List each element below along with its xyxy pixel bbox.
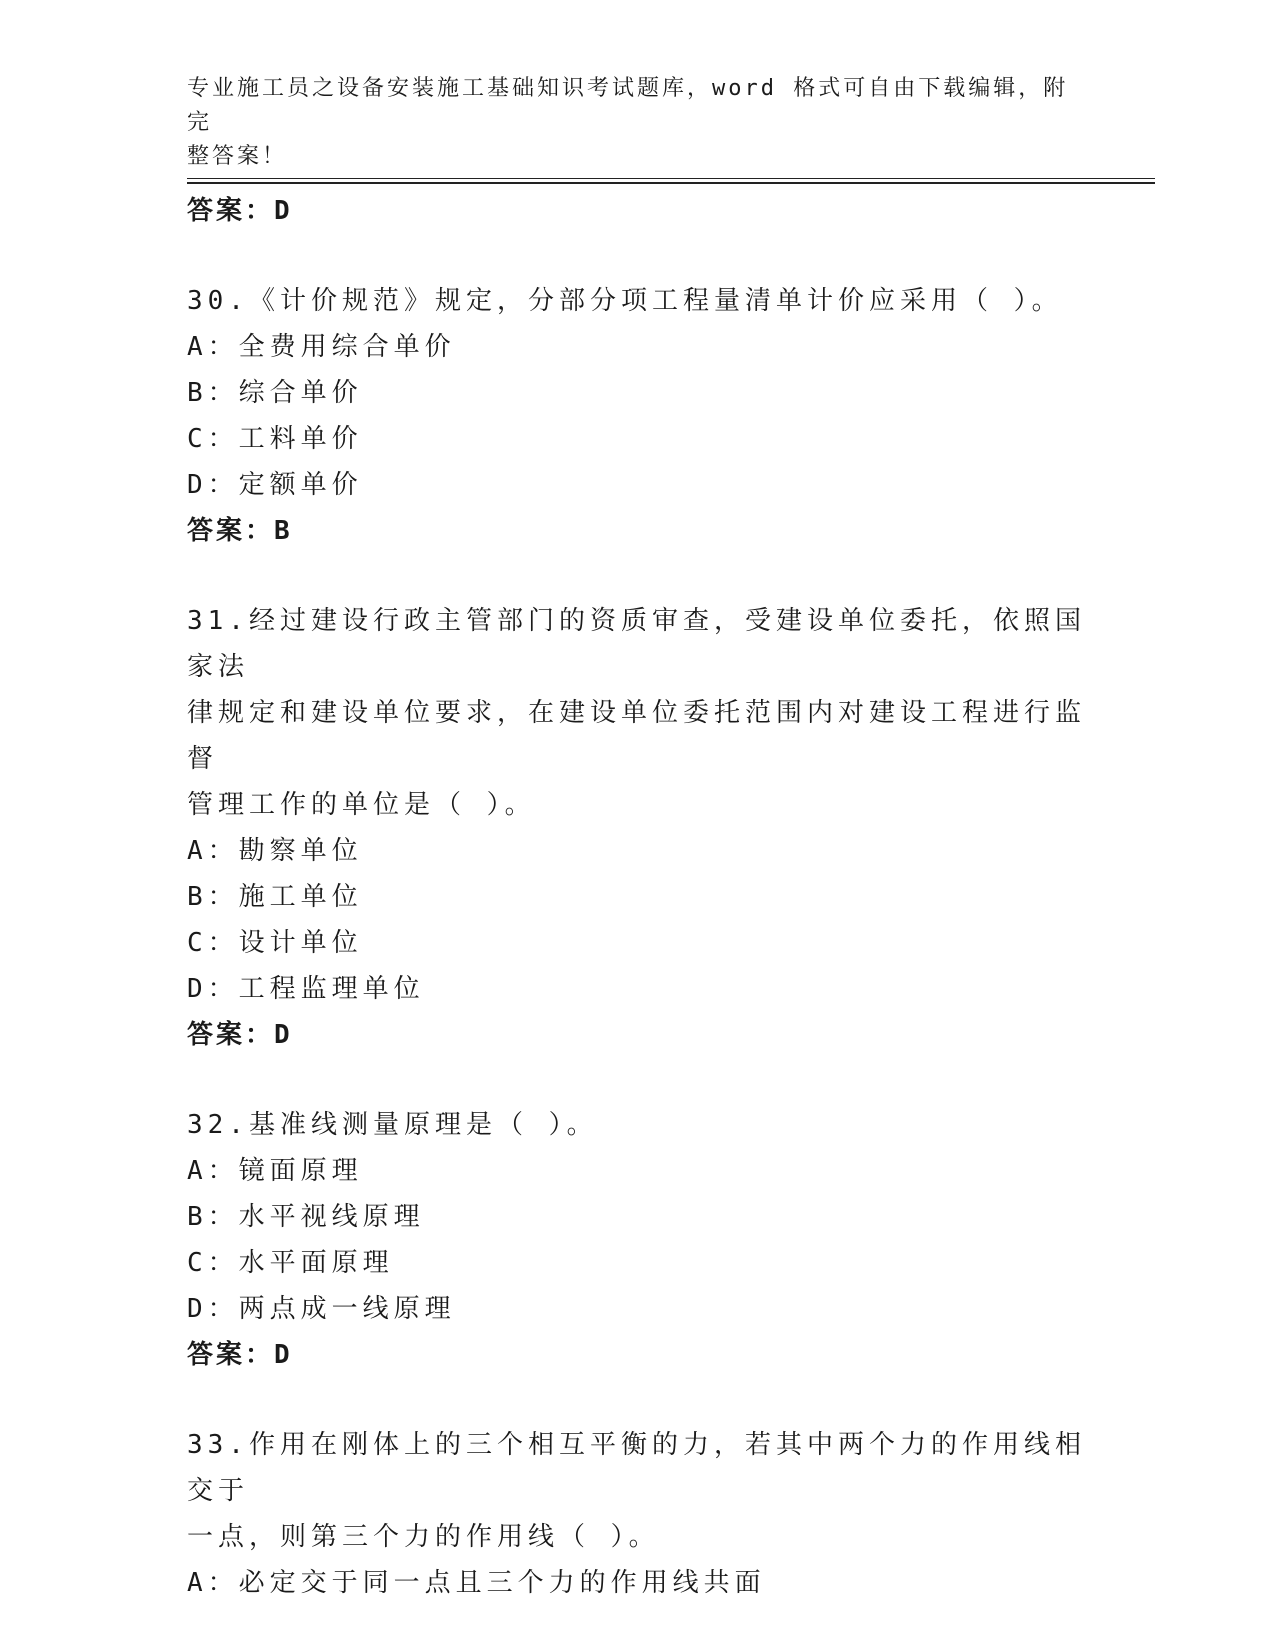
question-stem-line: 33.作用在刚体上的三个相互平衡的力，若其中两个力的作用线相交于 [187,1430,1086,1506]
option-item: A：全费用综合单价 [187,332,456,362]
option-item: D：两点成一线原理 [187,1294,456,1324]
question-stem [187,1422,1087,1560]
header-divider-thin [187,178,1155,179]
block-spacer [187,234,1087,278]
option-item: A：勘察单位 [187,836,363,866]
header-line-2: 整答案！ [187,144,288,169]
question-stem [187,598,1087,828]
option-item: B：水平视线原理 [187,1202,425,1232]
question-stem-line: 律规定和建设单位要求，在建设单位委托范围内对建设工程进行监督 [187,698,1087,774]
answer-line: 答案：B [187,516,293,546]
option-item: C：设计单位 [187,928,363,958]
option-item: C：水平面原理 [187,1248,394,1278]
option-item: D：定额单价 [187,470,363,500]
document-header [187,72,1087,174]
question-stem [187,1102,1087,1148]
question-stem-line: 30.《计价规范》规定，分部分项工程量清单计价应采用（ ）。 [187,286,1063,316]
question-stem-line: 一点，则第三个力的作用线（ ）。 [187,1522,660,1552]
option-item: C：工料单价 [187,424,363,454]
answer-line: 答案：D [187,1340,293,1370]
option-item: D：工程监理单位 [187,974,425,1004]
option-item: A：必定交于同一点且三个力的作用线共面 [187,1568,766,1598]
option-item: B：综合单价 [187,378,363,408]
question-stem-line: 管理工作的单位是（ ）。 [187,790,536,820]
question-stem [187,278,1087,324]
block-spacer [187,554,1087,598]
header-line-1: 专业施工员之设备安装施工基础知识考试题库，word 格式可自由下载编辑，附完 [187,76,1069,135]
option-item: A：镜面原理 [187,1156,363,1186]
question-stem-line: 31.经过建设行政主管部门的资质审查，受建设单位委托，依照国家法 [187,606,1086,682]
answer-line: 答案：D [187,1020,293,1050]
option-item: B：施工单位 [187,882,363,912]
question-list [187,188,1087,1606]
block-spacer [187,1378,1087,1422]
question-stem-line: 32.基准线测量原理是（ ）。 [187,1110,598,1140]
block-spacer [187,1058,1087,1102]
answer-line: 答案：D [187,196,293,226]
header-divider-thick [187,182,1155,184]
